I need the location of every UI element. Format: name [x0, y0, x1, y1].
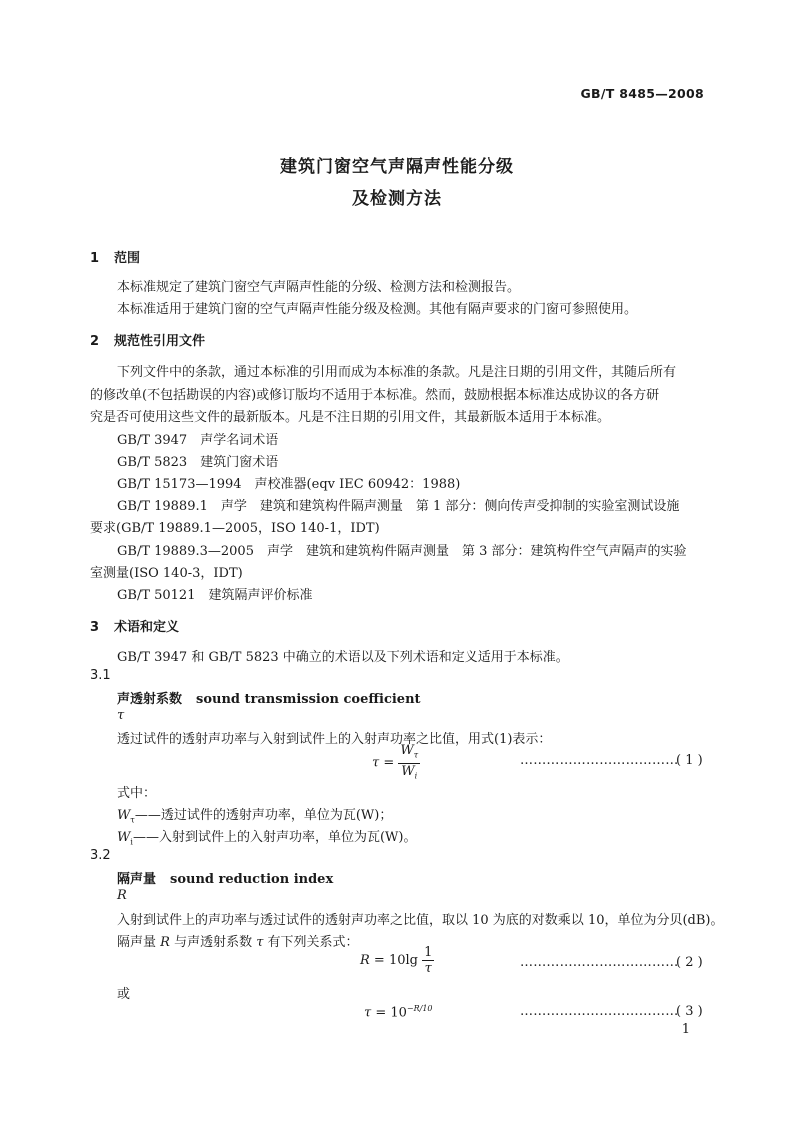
section-number: 3	[90, 620, 100, 635]
variable-symbol: W	[117, 808, 131, 823]
variable-text: ——入射到试件上的入射声功率，单位为瓦(W)。	[132, 830, 417, 845]
symbol-r: R	[160, 935, 170, 950]
equation-lhs: τ	[364, 1005, 372, 1021]
term-chinese: 隔声量	[117, 872, 157, 887]
equation-exponent: −R/10	[406, 1004, 433, 1013]
reference-item: GB/T 19889.3—2005 声学 建筑和建筑构件隔声测量 第 3 部分：建筑构件空气声隔声的实验	[117, 544, 687, 559]
standard-code: GB/T 8485—2008	[580, 86, 704, 101]
page-number: 1	[681, 1022, 690, 1037]
section-number: 2	[90, 334, 100, 349]
section-number: 1	[90, 251, 100, 266]
term-symbol: R	[117, 888, 127, 903]
section-1-heading	[90, 247, 140, 266]
term-definition: 入射到试件上的声功率与透过试件的透射声功率之比值，取以 10 为底的对数乘以 10，单位为分贝(dB)。	[117, 913, 724, 928]
leader-dots: ………………………………	[520, 753, 679, 768]
term-entry	[117, 868, 333, 887]
or-label: 或	[117, 987, 131, 1002]
equation-1	[372, 744, 420, 782]
clause-number: 3.1	[90, 668, 111, 683]
equation-lhs: τ =	[372, 755, 399, 771]
term-english: sound transmission coefficient	[196, 692, 421, 707]
denominator-subscript: i	[414, 771, 418, 781]
denominator: τ	[424, 961, 432, 976]
fraction	[398, 744, 420, 782]
reference-item-continued: 室测量(ISO 140-3，IDT)	[90, 566, 243, 581]
reference-item-continued: 要求(GB/T 19889.1—2005，ISO 140-1，IDT)	[90, 521, 380, 536]
section-title: 范围	[114, 251, 141, 266]
section-title: 术语和定义	[114, 620, 180, 635]
text: 有下列关系式：	[263, 935, 359, 950]
equation-2	[360, 946, 434, 975]
variable-definition	[117, 826, 416, 847]
equation-number: ( 1 )	[676, 753, 703, 768]
document-title-line1: 建筑门窗空气声隔声性能分级	[280, 157, 514, 177]
fraction	[422, 946, 434, 975]
reference-item: GB/T 5823 建筑门窗术语	[117, 455, 279, 470]
equation-number: ( 2 )	[676, 955, 703, 970]
text: 与声透射系数	[169, 935, 257, 950]
reference-item: GB/T 50121 建筑隔声评价标准	[117, 588, 313, 603]
denominator: W	[401, 763, 415, 779]
section-3-heading	[90, 616, 179, 635]
section-title: 规范性引用文件	[114, 334, 206, 349]
variable-definition	[117, 804, 392, 825]
variable-subscript: τ	[130, 815, 135, 825]
numerator: W	[400, 743, 414, 758]
section-2-heading	[90, 330, 205, 349]
text: 隔声量	[117, 935, 161, 950]
paragraph: 本标准适用于建筑门窗的空气声隔声性能分级及检测。其他有隔声要求的门窗可参照使用。	[117, 302, 638, 317]
numerator: 1	[424, 945, 433, 960]
variable-symbol: W	[117, 830, 131, 845]
equation-3	[364, 1004, 433, 1020]
clause-number: 3.2	[90, 848, 111, 863]
paragraph: GB/T 3947 和 GB/T 5823 中确立的术语以及下列术语和定义适用于本标准。	[117, 650, 569, 665]
leader-dots: ………………………………	[520, 1004, 679, 1019]
relation-text	[117, 931, 359, 950]
variable-subscript: i	[130, 837, 133, 847]
equation-number: ( 3 )	[676, 1004, 703, 1019]
reference-item: GB/T 19889.1 声学 建筑和建筑构件隔声测量 第 1 部分：侧向传声受抑制的实验室测试设施	[117, 499, 680, 514]
reference-item: GB/T 15173—1994 声校准器(eqv IEC 60942：1988)	[117, 477, 461, 492]
term-definition: 透过试件的透射声功率与入射到试件上的入射声功率之比值，用式(1)表示：	[117, 732, 552, 747]
document-title-line2: 及检测方法	[352, 189, 442, 209]
term-entry	[117, 688, 421, 707]
paragraph-line: 下列文件中的条款，通过本标准的引用而成为本标准的条款。凡是注日期的引用文件，其随后所有	[117, 365, 677, 380]
term-symbol: τ	[117, 708, 125, 723]
reference-item: GB/T 3947 声学名词术语	[117, 433, 279, 448]
leader-dots: ………………………………	[520, 955, 679, 970]
equation-base: = 10	[371, 1005, 407, 1021]
paragraph-line: 究是否可使用这些文件的最新版本。凡是不注日期的引用文件，其最新版本适用于本标准。	[90, 410, 611, 425]
variable-text: ——透过试件的透射声功率，单位为瓦(W)；	[134, 808, 393, 823]
equation-operator: = 10lg	[369, 953, 423, 968]
paragraph-line: 的修改单(不包括勘误的内容)或修订版均不适用于本标准。然而，鼓励根据本标准达成协议的各方研	[90, 388, 660, 403]
paragraph: 本标准规定了建筑门窗空气声隔声性能的分级、检测方法和检测报告。	[117, 280, 521, 295]
term-english: sound reduction index	[170, 872, 334, 887]
symbol-tau: τ	[256, 935, 264, 950]
term-chinese: 声透射系数	[117, 692, 183, 707]
where-label: 式中：	[117, 786, 157, 801]
equation-lhs: R	[360, 953, 370, 968]
numerator-subscript: τ	[413, 750, 419, 760]
